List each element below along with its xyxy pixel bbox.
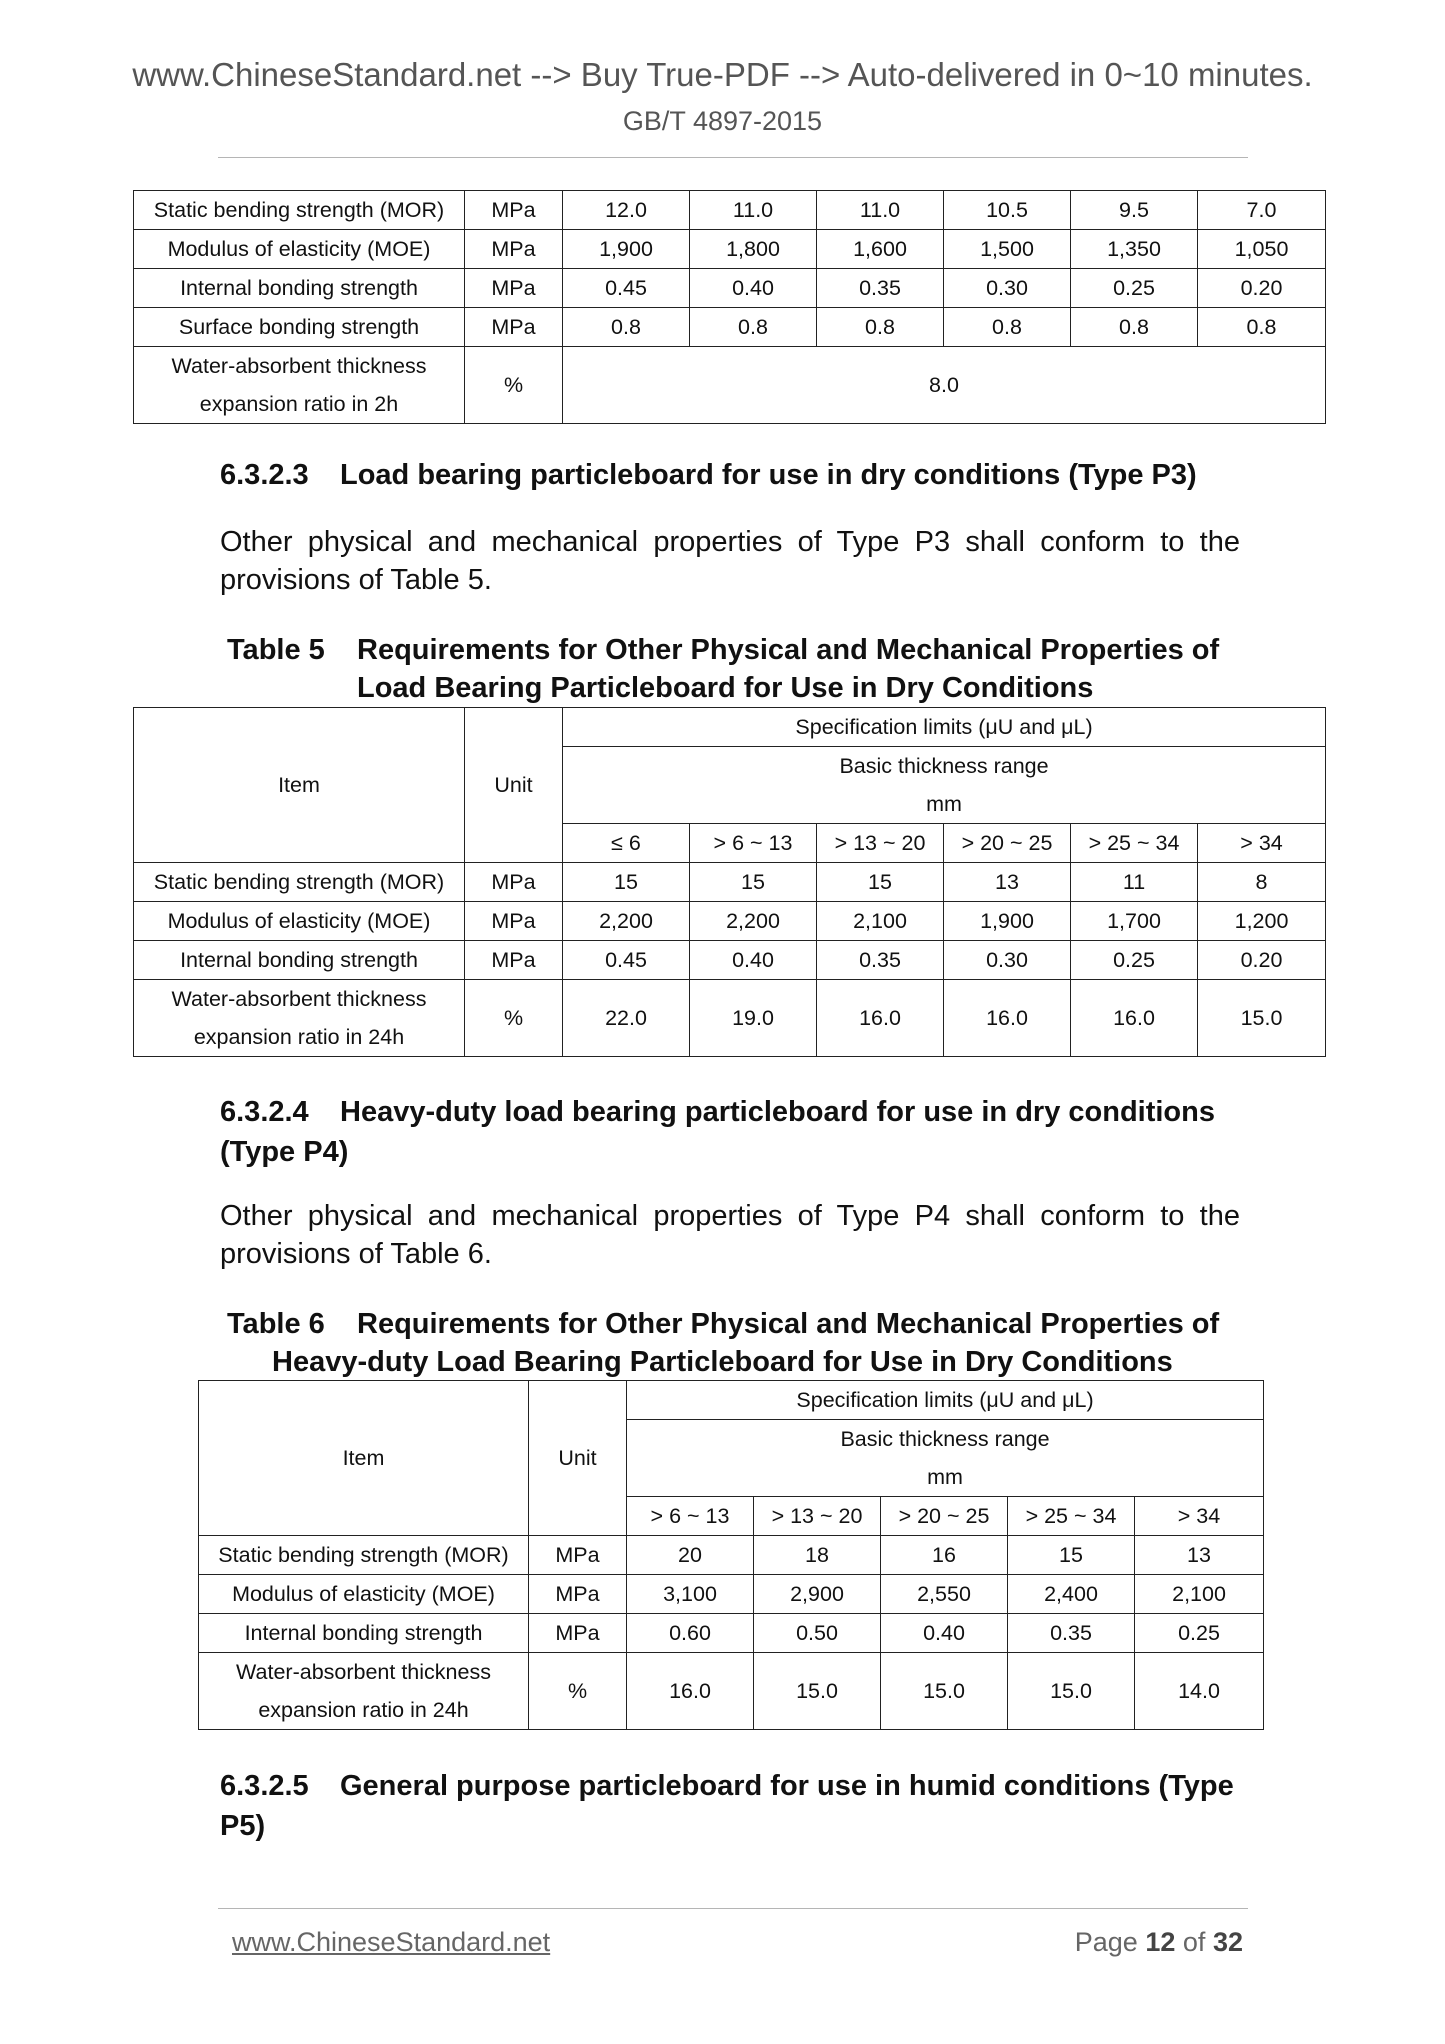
table-cell: 2,200 [690, 902, 817, 941]
table-cell: 0.8 [1071, 308, 1198, 347]
table-cell: 15 [563, 863, 690, 902]
table-cell: 1,600 [817, 230, 944, 269]
range-cell: > 20 ~ 25 [881, 1497, 1008, 1536]
table5-caption [227, 631, 1247, 707]
table-cell: 15 [1008, 1536, 1135, 1575]
table-header-row [199, 1381, 1264, 1420]
row-unit: MPa [465, 902, 563, 941]
row-item: Internal bonding strength [199, 1614, 529, 1653]
table-row [134, 308, 1326, 347]
footer-page-indicator [1075, 1927, 1243, 1958]
table-cell: 3,100 [627, 1575, 754, 1614]
footer-divider [218, 1908, 1248, 1909]
range-header-line: Basic thickness range [839, 754, 1049, 778]
row-item: Static bending strength (MOR) [134, 863, 465, 902]
table-cell: 7.0 [1198, 191, 1326, 230]
table-cell: 0.45 [563, 269, 690, 308]
caption-line: Requirements for Other Physical and Mechanical Properties of [357, 1308, 1220, 1340]
range-cell: > 6 ~ 13 [690, 824, 817, 863]
table-cell: 0.20 [1198, 941, 1326, 980]
range-cell: > 20 ~ 25 [944, 824, 1071, 863]
table-5 [133, 707, 1326, 1057]
table-cell: 0.35 [1008, 1614, 1135, 1653]
table-cell: 0.35 [817, 269, 944, 308]
table-cell: 16.0 [1071, 980, 1198, 1057]
table-row [134, 863, 1326, 902]
item-header: Item [199, 1381, 529, 1536]
row-unit: MPa [529, 1536, 627, 1575]
range-header-unit: mm [926, 792, 962, 816]
row-unit: MPa [465, 191, 563, 230]
row-unit: MPa [465, 230, 563, 269]
table-cell: 1,350 [1071, 230, 1198, 269]
row-item [134, 980, 465, 1057]
section-heading-p5 [220, 1766, 1240, 1846]
table-continuation [133, 190, 1326, 424]
caption-line: Heavy-duty Load Bearing Particleboard for Use in Dry Conditions [272, 1346, 1173, 1378]
table-cell: 19.0 [690, 980, 817, 1057]
range-cell: > 13 ~ 20 [754, 1497, 881, 1536]
table-cell: 1,200 [1198, 902, 1326, 941]
item-line: Water-absorbent thickness [171, 354, 427, 378]
row-unit: MPa [465, 863, 563, 902]
table-cell: 2,400 [1008, 1575, 1135, 1614]
table-header-row [134, 708, 1326, 747]
range-cell: > 13 ~ 20 [817, 824, 944, 863]
footer-site-link[interactable]: www.ChineseStandard.net [232, 1927, 551, 1957]
row-item: Modulus of elasticity (MOE) [134, 230, 465, 269]
range-cell: > 25 ~ 34 [1071, 824, 1198, 863]
header-divider [218, 157, 1248, 158]
table-cell: 11 [1071, 863, 1198, 902]
table-row [134, 902, 1326, 941]
table-cell: 0.30 [944, 941, 1071, 980]
table-cell: 8 [1198, 863, 1326, 902]
table-cell: 14.0 [1135, 1653, 1264, 1730]
section-title-cont: P5) [220, 1810, 266, 1842]
item-line: expansion ratio in 24h [193, 1025, 405, 1049]
table-cell: 0.20 [1198, 269, 1326, 308]
range-header-unit: mm [927, 1465, 963, 1489]
row-item: Static bending strength (MOR) [199, 1536, 529, 1575]
range-cell: ≤ 6 [563, 824, 690, 863]
page-total: 32 [1212, 1927, 1243, 1957]
section-heading-p4 [220, 1092, 1240, 1172]
table-cell: 15 [690, 863, 817, 902]
paragraph-p3: Other physical and mechanical properties of Type P3 shall conform to the provisions of Table 5. [220, 526, 1240, 596]
table-cell: 16.0 [944, 980, 1071, 1057]
table-row [199, 1653, 1264, 1730]
paragraph-p4: Other physical and mechanical properties of Type P4 shall conform to the provisions of Table 6. [220, 1200, 1240, 1270]
range-cell: > 25 ~ 34 [1008, 1497, 1135, 1536]
section-heading-p3 [220, 455, 1240, 495]
table-cell: 9.5 [1071, 191, 1198, 230]
table-6 [198, 1380, 1264, 1730]
table-cell: 0.45 [563, 941, 690, 980]
table-row [199, 1536, 1264, 1575]
table-cell: 20 [627, 1536, 754, 1575]
section-number: 6.3.2.5 [220, 1770, 309, 1802]
table-cell: 1,700 [1071, 902, 1198, 941]
table-cell: 15 [817, 863, 944, 902]
row-item: Modulus of elasticity (MOE) [134, 902, 465, 941]
table-cell: 0.25 [1071, 941, 1198, 980]
table-cell: 0.40 [881, 1614, 1008, 1653]
item-header: Item [134, 708, 465, 863]
table-cell: 12.0 [563, 191, 690, 230]
table-cell: 0.8 [1198, 308, 1326, 347]
unit-header: Unit [529, 1381, 627, 1536]
table-cell: 22.0 [563, 980, 690, 1057]
caption-label: Table 6 [227, 1308, 325, 1340]
table-cell: 2,100 [1135, 1575, 1264, 1614]
table-cell: 1,900 [563, 230, 690, 269]
table-cell: 0.8 [690, 308, 817, 347]
table-cell: 0.8 [944, 308, 1071, 347]
section-title: General purpose particleboard for use in humid conditions (Type [340, 1770, 1234, 1802]
table-cell: 0.8 [817, 308, 944, 347]
table-cell: 16 [881, 1536, 1008, 1575]
table-cell: 0.50 [754, 1614, 881, 1653]
table-cell: 1,800 [690, 230, 817, 269]
section-title: Heavy-duty load bearing particleboard for use in dry conditions [340, 1096, 1215, 1128]
table-cell: 15.0 [1198, 980, 1326, 1057]
table-cell: 16.0 [817, 980, 944, 1057]
table-cell: 10.5 [944, 191, 1071, 230]
table-cell: 0.35 [817, 941, 944, 980]
item-line: Water-absorbent thickness [236, 1660, 491, 1684]
table-row [199, 1575, 1264, 1614]
row-item [199, 1653, 529, 1730]
section-number: 6.3.2.3 [220, 459, 309, 491]
item-line: expansion ratio in 24h [258, 1698, 469, 1722]
table-cell: 2,550 [881, 1575, 1008, 1614]
table-cell: 2,100 [817, 902, 944, 941]
page-number: 12 [1145, 1927, 1176, 1957]
row-item: Internal bonding strength [134, 941, 465, 980]
row-unit: MPa [529, 1575, 627, 1614]
range-header-line: Basic thickness range [840, 1427, 1050, 1451]
table-cell: 18 [754, 1536, 881, 1575]
table-row [134, 980, 1326, 1057]
table-cell: 15.0 [754, 1653, 881, 1730]
range-header [563, 747, 1326, 824]
table6-caption [227, 1305, 1247, 1381]
row-unit: % [529, 1653, 627, 1730]
item-line: Water-absorbent thickness [171, 987, 427, 1011]
table-row [134, 941, 1326, 980]
header-standard-number: GB/T 4897-2015 [622, 106, 823, 136]
caption-line: Requirements for Other Physical and Mechanical Properties of [357, 634, 1220, 666]
row-unit: MPa [465, 308, 563, 347]
table-cell: 8.0 [563, 347, 1326, 424]
item-line: expansion ratio in 2h [199, 392, 399, 416]
header-site-banner: www.ChineseStandard.net --> Buy True-PDF --> Auto-delivered in 0~10 minutes. [132, 56, 1313, 93]
unit-header: Unit [465, 708, 563, 863]
table-cell: 13 [1135, 1536, 1264, 1575]
table-cell: 1,050 [1198, 230, 1326, 269]
table-cell: 0.60 [627, 1614, 754, 1653]
table-row [134, 347, 1326, 424]
table-cell: 15.0 [881, 1653, 1008, 1730]
table-row [134, 269, 1326, 308]
section-title: Load bearing particleboard for use in dry conditions (Type P3) [340, 459, 1197, 491]
table-row [199, 1614, 1264, 1653]
table-cell: 0.30 [944, 269, 1071, 308]
page-of: of [1182, 1927, 1206, 1957]
table-cell: 11.0 [690, 191, 817, 230]
row-unit: % [465, 347, 563, 424]
table-cell: 13 [944, 863, 1071, 902]
table-cell: 0.8 [563, 308, 690, 347]
table-cell: 0.40 [690, 941, 817, 980]
section-title-cont: (Type P4) [220, 1136, 349, 1168]
range-header [627, 1420, 1264, 1497]
range-cell: > 34 [1135, 1497, 1264, 1536]
caption-label: Table 5 [227, 634, 325, 666]
table-row [134, 230, 1326, 269]
row-item [134, 347, 465, 424]
row-item: Surface bonding strength [134, 308, 465, 347]
table-cell: 16.0 [627, 1653, 754, 1730]
range-cell: > 34 [1198, 824, 1326, 863]
table-cell: 1,500 [944, 230, 1071, 269]
table-cell: 11.0 [817, 191, 944, 230]
page-prefix: Page [1074, 1927, 1138, 1957]
row-unit: MPa [465, 941, 563, 980]
row-item: Modulus of elasticity (MOE) [199, 1575, 529, 1614]
table-cell: 2,900 [754, 1575, 881, 1614]
table-cell: 15.0 [1008, 1653, 1135, 1730]
table-cell: 0.40 [690, 269, 817, 308]
caption-line: Load Bearing Particleboard for Use in Dry Conditions [357, 672, 1094, 704]
row-item: Static bending strength (MOR) [134, 191, 465, 230]
spec-header: Specification limits (μU and μL) [627, 1381, 1264, 1420]
table-cell: 0.25 [1071, 269, 1198, 308]
row-unit: % [465, 980, 563, 1057]
row-item: Internal bonding strength [134, 269, 465, 308]
range-cell: > 6 ~ 13 [627, 1497, 754, 1536]
row-unit: MPa [529, 1614, 627, 1653]
row-unit: MPa [465, 269, 563, 308]
table-cell: 1,900 [944, 902, 1071, 941]
table-cell: 0.25 [1135, 1614, 1264, 1653]
section-number: 6.3.2.4 [220, 1096, 309, 1128]
spec-header: Specification limits (μU and μL) [563, 708, 1326, 747]
table-cell: 2,200 [563, 902, 690, 941]
table-row [134, 191, 1326, 230]
